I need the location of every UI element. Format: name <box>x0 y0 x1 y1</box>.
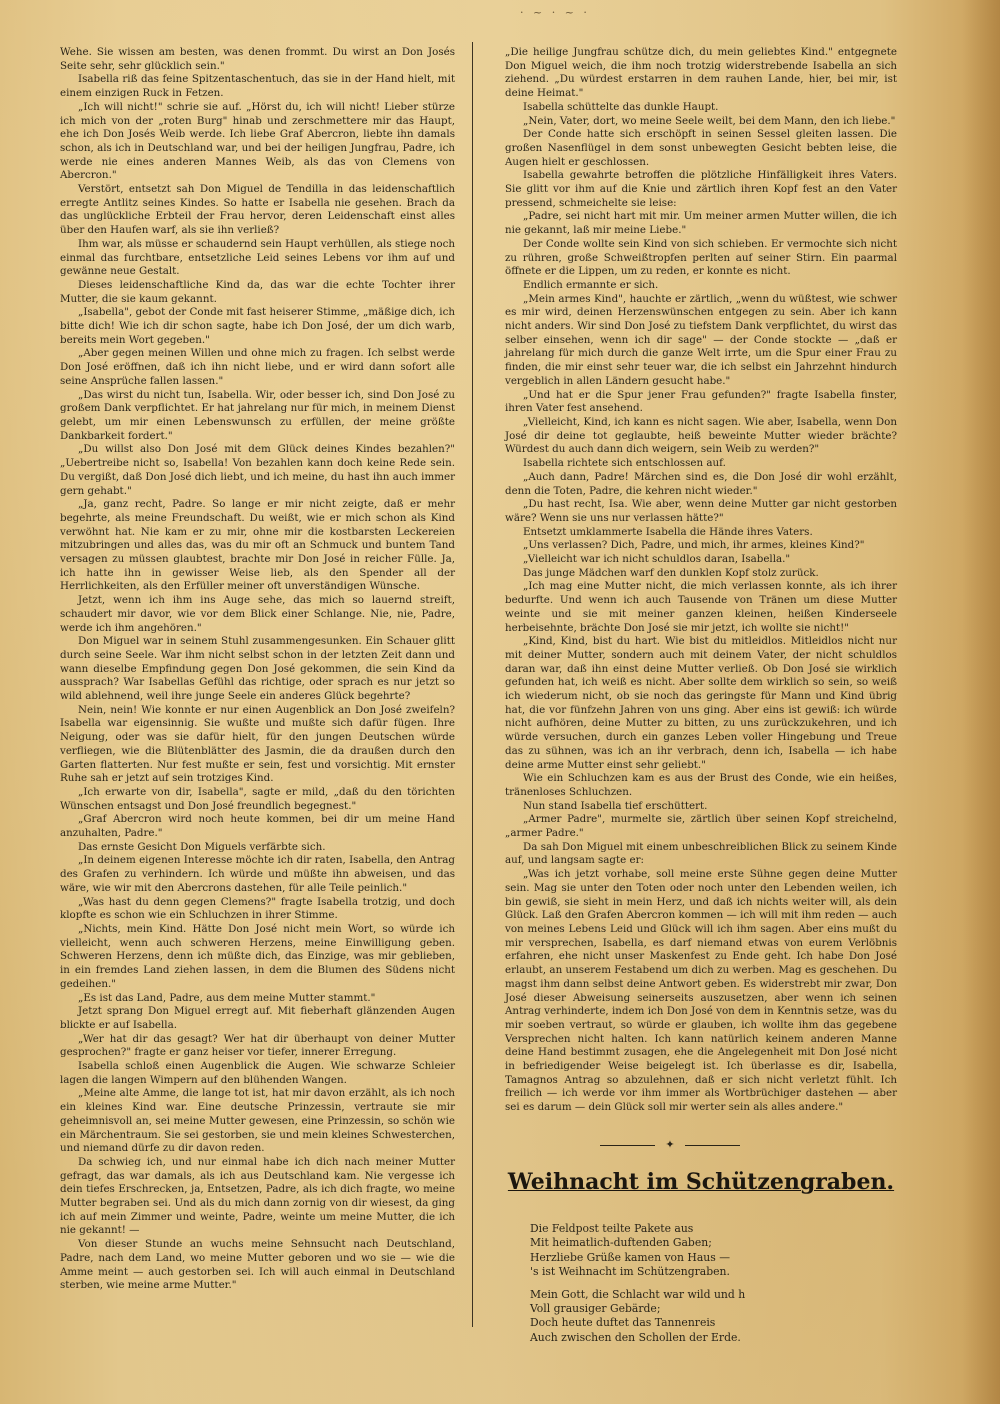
poem-line: Mit heimatlich-duftenden Gaben; <box>530 1236 712 1250</box>
paragraph: Nein, nein! Wie konnte er nur einen Augenblick an Don José zweifeln? Isabella war eigensinnig. Sie wußte und mußte sich dafür fügen. Ihre Neigung, oder was sie dafür hielt, für den jungen Deutschen würde verfliegen, wie die Blütenblätter des Jasmin, die da draußen durch den Garten flatterten. Nur fest mußte er sein, fest und vorsichtig. Mit ernster Ruhe sah er jetzt auf sein trotziges Kind. <box>60 703 455 785</box>
poem <box>530 1222 870 1353</box>
poem-line: Mein Gott, die Schlacht war wild und h <box>530 1287 746 1301</box>
paragraph: „Nein, Vater, dort, wo meine Seele weilt, bei dem Mann, den ich liebe." <box>523 114 896 127</box>
paragraph: „Padre, sei nicht hart mit mir. Um meiner armen Mutter willen, die ich nie gekannt, laß mir meine Liebe." <box>505 210 897 237</box>
paragraph: „Uns verlassen? Dich, Padre, und mich, ihr armes, kleines Kind?" <box>523 539 865 552</box>
paragraph: Wehe. Sie wissen am besten, was denen frommt. Du wirst an Don Josés Seite sehr, sehr glücklich sein." <box>60 46 455 72</box>
paragraph: „In deinem eigenen Interesse möchte ich dir raten, Isabella, den Antrag des Grafen zu verhindern. Ich würde und müßte ihn abweisen, und das wäre, wie wir mit den Abercrons dastehen, für alle Teile peinlich." <box>60 854 455 894</box>
paragraph: „Wer hat dir das gesagt? Wer hat dir überhaupt von deiner Mutter gesprochen?" fragte er ganz heiser vor tiefer, innerer Erregung. <box>60 1032 455 1059</box>
paragraph: „Es ist das Land, Padre, aus dem meine Mutter stammt." <box>78 991 376 1004</box>
paragraph: Wie ein Schluchzen kam es aus der Brust des Conde, wie ein heißes, tränenloses Schluchzen. <box>505 772 897 798</box>
paragraph: Endlich ermannte er sich. <box>523 278 659 291</box>
poem-line: 's ist Weihnacht im Schützengraben. <box>530 1265 730 1279</box>
paragraph: „Aber gegen meinen Willen und ohne mich zu fragen. Ich selbst werde Don José eröffnen, daß ich ihn nicht liebe, und er wird dann sofort alle seine Ansprüche fallen lassen." <box>60 347 455 387</box>
paragraph: „Ja, ganz recht, Padre. So lange er mir nicht zeigte, daß er mehr begehrte, als meine Freundschaft. Du weißt, wie er mich schon als Kind verwöhnt hat. Nie kam er zu mir, ohne mir die kostbarsten Leckereien mitzubringen und alles das, was du mir oft an Schmuck und buntem Tand versagen zu müssen glaubtest, brachte mir Don José in reicher Fülle. Ja, ich hatte ihn in gewisser Weise lieb, als den Spender all der Herrlichkeiten, als den Erfüller meiner oft unverständigen Wünsche. <box>60 498 455 593</box>
paragraph: Isabella gewahrte betroffen die plötzliche Hinfälligkeit ihres Vaters. Sie glitt vor ihm auf die Knie und zärtlich ihren Kopf fest an den Vater pressend, schmeichelte sie leise: <box>505 169 897 209</box>
paragraph: „Graf Abercron wird noch heute kommen, bei dir um meine Hand anzuhalten, Padre." <box>60 813 455 840</box>
paragraph: Der Conde wollte sein Kind von sich schieben. Er vermochte sich nicht zu rühren, große Schweißtropfen perlten auf seiner Stirn. Ein paarmal öffnete er die Lippen, um zu reden, er konnte es nicht. <box>505 237 897 278</box>
paragraph: „Kind, Kind, bist du hart. Wie bist du mitleidlos. Mitleidlos nicht nur mit deiner Mutter, sondern auch mit deinem Vater, der nicht schuldlos daran war, daß ihn einst deine Mutter verließ. Ob Don José sie wirklich gefunden hat, ich weiß es nicht. Aber sollte dem wirklich so sein, so weiß ich wiederum nicht, ob sie noch das geringste für Mann und Kind übrig hat, die vor fünfzehn Jahren von uns ging. Aber eins ist gewiß: ich würde nicht aufhören, deine Mutter zu bitten, zu uns zurückzukehren, und ich würde versuchen, durch ein ganzes Leben voller Hingebung und Treue das zu sühnen, was ich an ihr verbrach, denn ich, Isabella — ich habe deine arme Mutter einst sehr geliebt." <box>505 635 897 771</box>
paragraph: Da schwieg ich, und nur einmal habe ich dich nach meiner Mutter gefragt, das war damals, als ich aus Deutschland kam. Nie vergesse ich dein tiefes Erschrecken, ja, Entsetzen, Padre, als ich dich fragte, wo meine Mutter begraben sei. Und als du mich dann zornig von dir wiesest, da ging ich auf mein Zimmer und weinte, Padre, weinte um meine Mutter, die ich nie gekannt! — <box>60 1155 455 1237</box>
poem-line: Auch zwischen den Schollen der Erde. <box>530 1330 741 1344</box>
paragraph: „Und hat er die Spur jener Frau gefunden?" fragte Isabella finster, ihren Vater fest ansehend. <box>505 388 897 415</box>
paragraph: Dieses leidenschaftliche Kind da, das war die echte Tochter ihrer Mutter, die sie kaum gekannt. <box>60 278 455 305</box>
paragraph: „Nichts, mein Kind. Hätte Don José nicht mein Wort, so würde ich vielleicht, wenn auch schweren Herzens, meine Einwilligung geben. Schweren Herzens, denn ich müßte dich, das Einzige, was mir geblieben, in ein fremdes Land ziehen lassen, in dem die Blumen des Südens nicht gedeihen." <box>60 923 455 990</box>
paragraph: „Ich erwarte von dir, Isabella", sagte er mild, „daß du den törichten Wünschen entsagst und Don José freundlich begegnest." <box>60 785 455 812</box>
paragraph: „Was hast du denn gegen Clemens?" fragte Isabella trotzig, und doch klopfte es schon wie ein Schluchzen in ihrer Stimme. <box>60 895 455 922</box>
paragraph: „Was ich jetzt vorhabe, soll meine erste Sühne gegen deine Mutter sein. Mag sie unter den Toten oder noch unter den Lebenden weilen, ich bin gewiß, sie sieht in mein Herz, und daß ich nichts weiter will, als dein Glück. Laß den Grafen Abercron kommen — ich will mit ihm reden — auch von meines Lebens Leid und Glück will ich ihm sagen. Aber eins mußt du mir versprechen, Isabella, es darf niemand etwas von eurem Verlöbnis erfahren, ehe nicht unser Maskenfest zu Ende geht. Ich habe Don José erlaubt, an unserem Festabend um dich zu werben. Mag es geschehen. Du magst ihm dann selbst deine Antwort geben. Es widerstrebt mir zwar, Don José dieser Abweisung seinerseits auszusetzen, aber wenn ich seinen Antrag verhinderte, indem ich Don José von dem in Kenntnis setze, was du mir soeben vertraut, so würde er glauben, ich wollte ihm das gegebene Versprechen nicht halten. Ich kann natürlich keinem anderen Manne deine Hand bestimmt zusagen, ehe die Angelegenheit mit Don José nicht in befriedigender Weise beigelegt ist. Ich überlasse es dir, Isabella, Tamagnos Antrag so abzulehnen, daß er sich nicht verletzt fühlt. Ich freilich — ich werde vor ihm immer als Wortbrüchiger dastehen — aber sei es darum — dein Glück soll mir werter sein als alles andere." <box>505 868 897 1114</box>
poem-line: Herzliebe Grüße kamen von Haus — <box>530 1250 731 1264</box>
poem-line: Doch heute duftet das Tannenreis <box>530 1316 716 1330</box>
paragraph: Isabella richtete sich entschlossen auf. <box>523 457 726 470</box>
paragraph: Jetzt, wenn ich ihm ins Auge sehe, das mich so lauernd streift, schaudert mir davor, wie vor dem Blick einer Schlange. Nie, nie, Padre, werde ich ihm angehören." <box>60 594 455 634</box>
top-margin-mark: · ~ · ~ · <box>520 6 590 19</box>
paragraph: Jetzt sprang Don Miguel erregt auf. Mit fieberhaft glänzenden Augen blickte er auf Isabella. <box>60 1005 455 1031</box>
paragraph: Isabella riß das feine Spitzentaschentuch, das sie in der Hand hielt, mit einem einzigen Ruck in Fetzen. <box>60 73 455 100</box>
poem-title: Weihnacht im Schützengraben. <box>507 1169 895 1195</box>
paragraph: „Ich mag eine Mutter nicht, die mich verlassen konnte, als ich ihrer bedurfte. Und wenn ich auch Tausende von Tränen um diese Mutter weinte und sie mit meiner ganzen kleinen, heißen Kinderseele herbeisehnte, brächte Don José sie mir jetzt, ich wollte sie nicht!" <box>505 580 897 634</box>
paragraph: Da sah Don Miguel mit einem unbeschreiblichen Blick zu seinem Kinde auf, und langsam sagte er: <box>505 840 897 867</box>
paragraph: „Mein armes Kind", hauchte er zärtlich, „wenn du wüßtest, wie schwer es mir wird, deinen Herzenswünschen entgegen zu sein. Aber ich kann nicht anders. Wir sind Don José zu tiefstem Dank verpflichtet, du wirst das selber einsehen, wenn ich dir sage" — der Conde stockte — „daß er jahrelang für mich durch die ganze Welt irrte, um die Spur einer Frau zu finden, die mir einst sehr teuer war, die ich selbst ein Jahrzehnt hindurch vergeblich in allen Ländern gesucht habe." <box>505 292 897 387</box>
paragraph: „Vielleicht, Kind, ich kann es nicht sagen. Wie aber, Isabella, wenn Don José dir deine tot geglaubte, heiß beweinte Mutter wieder brächte? Würdest du auch dann dich weigern, sein Weib zu werden?" <box>505 415 897 456</box>
paragraph: Entsetzt umklammerte Isabella die Hände ihres Vaters. <box>523 525 813 538</box>
paragraph: Ihm war, als müsse er schaudernd sein Haupt verhüllen, als stiege noch einmal das furchtbare, entsetzliche Leid seines Lebens vor ihm auf und gewänne neue Gestalt. <box>60 237 455 278</box>
paragraph: „Meine alte Amme, die lange tot ist, hat mir davon erzählt, als ich noch ein kleines Kind war. Eine deutsche Prinzessin, vertraute sie mir geheimnisvoll an, sei meine Mutter gewesen, eine Prinzessin, so schön wie ein Märchentraum. Sie sei gestorben, sie und mein kleines Schwesterchen, und niemand dürfe zu dir davon reden. <box>60 1087 455 1155</box>
paragraph: Verstört, entsetzt sah Don Miguel de Tendilla in das leidenschaftlich erregte Antlitz seines Kindes. So hatte er Isabella nie gesehen. Brach da das unglückliche Erbteil der Frau hervor, deren Leidenschaft einst alles über den Haufen warf, als sie ihn verließ? <box>60 183 455 237</box>
paragraph: „Du willst also Don José mit dem Glück deines Kindes bezahlen?" „Uebertreibe nicht so, Isabella! Von bezahlen kann doch keine Rede sein. Du vergißt, daß Don José dich liebt, und ich meine, du hast ihn auch immer gern gehabt." <box>60 443 455 497</box>
section-divider-ornament: ✦ <box>600 1138 740 1152</box>
paragraph: Das junge Mädchen warf den dunklen Kopf stolz zurück. <box>523 566 819 579</box>
paragraph: „Ich will nicht!" schrie sie auf. „Hörst du, ich will nicht! Lieber stürze ich mich von der „roten Burg" hinab und zerschmettere mir das Haupt, ehe ich Don Josés Weib werde. Ich liebe Graf Abercron, liebte ihn damals schon, als ich in Deutschland war, und bei der heiligen Jungfrau, Padre, ich werde nie eines anderen Mannes Weib, als das von Clemens von Abercron." <box>60 100 455 182</box>
paragraph: „Auch dann, Padre! Märchen sind es, die Don José dir wohl erzählt, denn die Toten, Padre, die kehren nicht wieder." <box>505 470 897 497</box>
poem-line: Voll grausiger Gebärde; <box>530 1302 661 1316</box>
paragraph: Isabella schloß einen Augenblick die Augen. Wie schwarze Schleier lagen die langen Wimpern auf den blühenden Wangen. <box>60 1060 455 1086</box>
paragraph: Der Conde hatte sich erschöpft in seinen Sessel gleiten lassen. Die großen Nasenflügel in dem sonst unbewegten Gesicht bebten leise, die Augen hielt er geschlossen. <box>505 128 897 168</box>
poem-stanza <box>530 1222 870 1280</box>
paragraph: „Vielleicht war ich nicht schuldlos daran, Isabella." <box>523 553 791 566</box>
paragraph: Nun stand Isabella tief erschüttert. <box>523 799 708 812</box>
paragraph: „Armer Padre", murmelte sie, zärtlich über seinen Kopf streichelnd, „armer Padre." <box>505 813 897 840</box>
paragraph: „Du hast recht, Isa. Wie aber, wenn deine Mutter gar nicht gestorben wäre? Wenn sie uns nur verlassen hätte?" <box>505 498 897 524</box>
paragraph: Von dieser Stunde an wuchs meine Sehnsucht nach Deutschland, Padre, nach dem Land, wo meine Mutter geboren und wo sie — wie die Amme meint — auch gestorben sei. Ich will auch einmal in Deutschland sterben, wie meine arme Mutter." <box>60 1238 455 1292</box>
left-column <box>60 46 455 1293</box>
paragraph: Don Miguel war in seinem Stuhl zusammengesunken. Ein Schauer glitt durch seine Seele. War ihm nicht selbst schon in der letzten Zeit dann und wann dieselbe Empfindung gegen Don José gekommen, die sein Kind da aussprach? War Isabellas Gefühl das richtige, oder sprach es nur jetzt so wild ablehnend, weil ihre junge Seele ein anderes Glück begehrte? <box>60 635 455 703</box>
paragraph: „Isabella", gebot der Conde mit fast heiserer Stimme, „mäßige dich, ich bitte dich! Wie ich dir schon sagte, habe ich Don José, der um dich warb, bereits mein Wort gegeben." <box>60 306 455 346</box>
poem-line: Die Feldpost teilte Pakete aus <box>530 1222 694 1235</box>
column-divider <box>472 42 473 1327</box>
paragraph: Isabella schüttelte das dunkle Haupt. <box>523 100 719 113</box>
poem-stanza <box>530 1288 870 1346</box>
right-column <box>505 46 897 1115</box>
paragraph: „Das wirst du nicht tun, Isabella. Wir, oder besser ich, sind Don José zu großem Dank verpflichtet. Er hat jahrelang nur für mich, in meinem Dienst gelebt, um mir einen Lebenswunsch zu erfüllen, der meine größte Dankbarkeit fordert." <box>60 388 455 442</box>
paragraph: Das ernste Gesicht Don Miguels verfärbte sich. <box>78 840 326 853</box>
page-edge-shadow <box>962 0 1000 1404</box>
paragraph: „Die heilige Jungfrau schütze dich, du mein geliebtes Kind." entgegnete Don Miguel weich, die ihm noch trotzig widerstrebende Isabella an sich ziehend. „Du würdest erstarren in dem rauhen Lande, hier, bei mir, ist deine Heimat." <box>505 46 897 100</box>
